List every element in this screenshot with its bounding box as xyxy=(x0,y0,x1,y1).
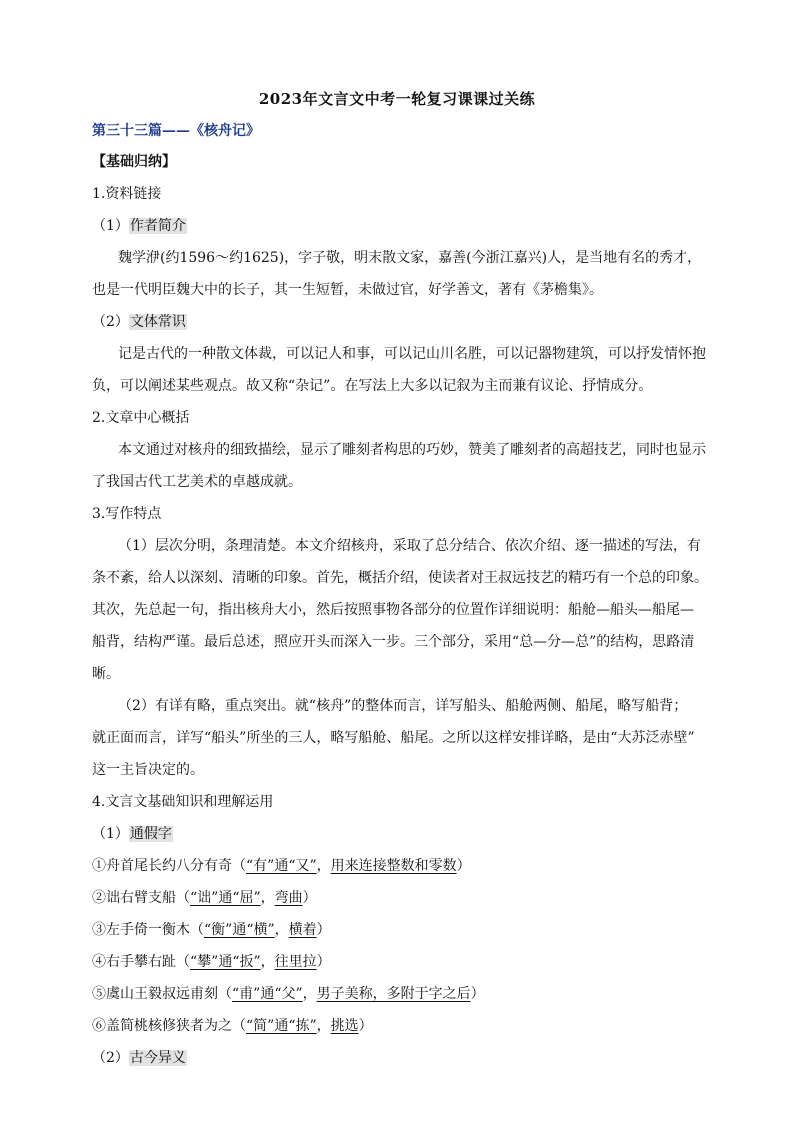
section-title: 第三十三篇——《核舟记》 xyxy=(92,123,260,139)
tongjia-sep: ， xyxy=(302,986,317,1002)
center-line-1: 本文通过对核舟的细致描绘，显示了雕刻者构思的巧妙，赞美了雕刻者的高超技艺，同时也显示 xyxy=(118,442,706,458)
tongjia-source: ①舟首尾长约八分有奇（ xyxy=(92,858,246,874)
heading-materials: 1.资料链接 xyxy=(92,186,162,202)
tongjia-close: ） xyxy=(470,986,485,1002)
tongjia-meaning: 弯曲 xyxy=(274,890,303,906)
tongjia-pair: “诎”通“屈” xyxy=(190,890,261,906)
tongjia-meaning: 往里拉 xyxy=(274,954,317,970)
tongjia-close: ） xyxy=(358,1018,373,1034)
subheading-number: （1） xyxy=(92,218,129,234)
tongjia-item xyxy=(92,920,331,940)
center-line-2: 了我国古代工艺美术的卓越成就。 xyxy=(92,474,302,490)
tongjia-meaning: 用来连接整数和零数 xyxy=(330,858,457,874)
feature1-line-2: 条不紊，给人以深刻、清晰的印象。首先，概括介绍，使读者对王叔远技艺的精巧有一个总的印象。 xyxy=(92,570,708,586)
tongjia-source: ④右手攀右趾（ xyxy=(92,954,190,970)
heading-basic-knowledge: 4.文言文基础知识和理解运用 xyxy=(92,794,274,810)
tongjia-meaning: 横着 xyxy=(288,922,317,938)
subheading-tongjiazi xyxy=(92,824,173,844)
genre-line-1: 记是古代的一种散文体裁，可以记人和事，可以记山川名胜，可以记器物建筑，可以抒发情怀抱 xyxy=(118,346,706,362)
tongjia-sep: ， xyxy=(260,954,275,970)
feature2-line-3: 这一主旨决定的。 xyxy=(92,762,204,778)
tongjia-sep: ， xyxy=(274,922,289,938)
tongjia-sep: ， xyxy=(316,858,331,874)
heading-center-idea: 2.文章中心概括 xyxy=(92,410,190,426)
feature1-line-3: 其次，先总起一句，指出核舟大小，然后按照事物各部分的位置作详细说明：船舱—船头—船尾— xyxy=(92,602,694,618)
tongjia-item xyxy=(92,984,485,1004)
feature2-line-2: 就正面而言，详写“船头”所坐的三人，略写船舱、船尾。之所以这样安排详略，是由“大苏泛赤壁” xyxy=(92,730,695,746)
feature1-line-4: 船背，结构严谨。最后总述，照应开头而深入一步。三个部分，采用“总—分—总”的结构，思路清 xyxy=(92,634,695,650)
tongjia-pair: “简”通“拣” xyxy=(246,1018,317,1034)
tongjia-source: ②诎右臂支船（ xyxy=(92,890,190,906)
tongjia-source: ⑤虞山王毅叔远甫刻（ xyxy=(92,986,232,1002)
author-line-1: 魏学洢(约1596～约1625)，字子敬，明末散文家，嘉善(今浙江嘉兴)人，是当地有名的秀才， xyxy=(118,250,702,266)
tongjia-item xyxy=(92,888,317,908)
subheading-gujinyiyi xyxy=(92,1048,187,1068)
subheading-text: 文体常识 xyxy=(129,314,186,330)
genre-line-2: 负，可以阐述某些观点。故又称“杂记”。在写法上大多以记叙为主而兼有议论、抒情成分。 xyxy=(92,378,653,394)
tongjia-sep: ， xyxy=(316,1018,331,1034)
tongjia-source: ⑥盖简桃核修狭者为之（ xyxy=(92,1018,246,1034)
document-title: 2023年文言文中考一轮复习课课过关练 xyxy=(258,90,536,108)
tongjia-meaning: 男子美称，多附于字之后 xyxy=(316,986,471,1002)
feature1-line-5: 晰。 xyxy=(92,666,120,682)
tongjia-item xyxy=(92,1016,373,1036)
subheading-number: （2） xyxy=(92,1050,129,1066)
author-line-2: 也是一代明臣魏大中的长子，其一生短暂，未做过官，好学善文，著有《茅檐集》。 xyxy=(92,282,603,298)
tongjia-close: ） xyxy=(316,954,331,970)
subheading-genre xyxy=(92,312,187,332)
tongjia-pair: “攀”通“扳” xyxy=(190,954,261,970)
tongjia-pair: “有”通“又” xyxy=(246,858,317,874)
tongjia-item xyxy=(92,856,471,876)
subheading-number: （1） xyxy=(92,826,129,842)
heading-writing-features: 3.写作特点 xyxy=(92,506,162,522)
tongjia-source: ③左手倚一衡木（ xyxy=(92,922,204,938)
tongjia-pair: “甫”通“父” xyxy=(232,986,303,1002)
subheading-text: 作者简介 xyxy=(129,218,186,234)
tongjia-sep: ， xyxy=(260,890,275,906)
subheading-text: 古今异义 xyxy=(129,1050,186,1066)
tongjia-close: ） xyxy=(456,858,471,874)
subheading-number: （2） xyxy=(92,314,129,330)
tongjia-pair: “衡”通“横” xyxy=(204,922,275,938)
tongjia-close: ） xyxy=(302,890,317,906)
basics-heading: 【基础归纳】 xyxy=(92,154,176,170)
tongjia-close: ） xyxy=(316,922,331,938)
subheading-text: 通假字 xyxy=(129,826,172,842)
tongjia-item xyxy=(92,952,331,972)
tongjia-meaning: 挑选 xyxy=(330,1018,359,1034)
subheading-author xyxy=(92,216,187,236)
feature1-line-1: （1）层次分明，条理清楚。本文介绍核舟，采取了总分结合、依次介绍、逐一描述的写法，有 xyxy=(118,538,701,554)
feature2-line-1: （2）有详有略，重点突出。就“核舟”的整体而言，详写船头、船舱两侧、船尾，略写船背； xyxy=(118,698,688,714)
